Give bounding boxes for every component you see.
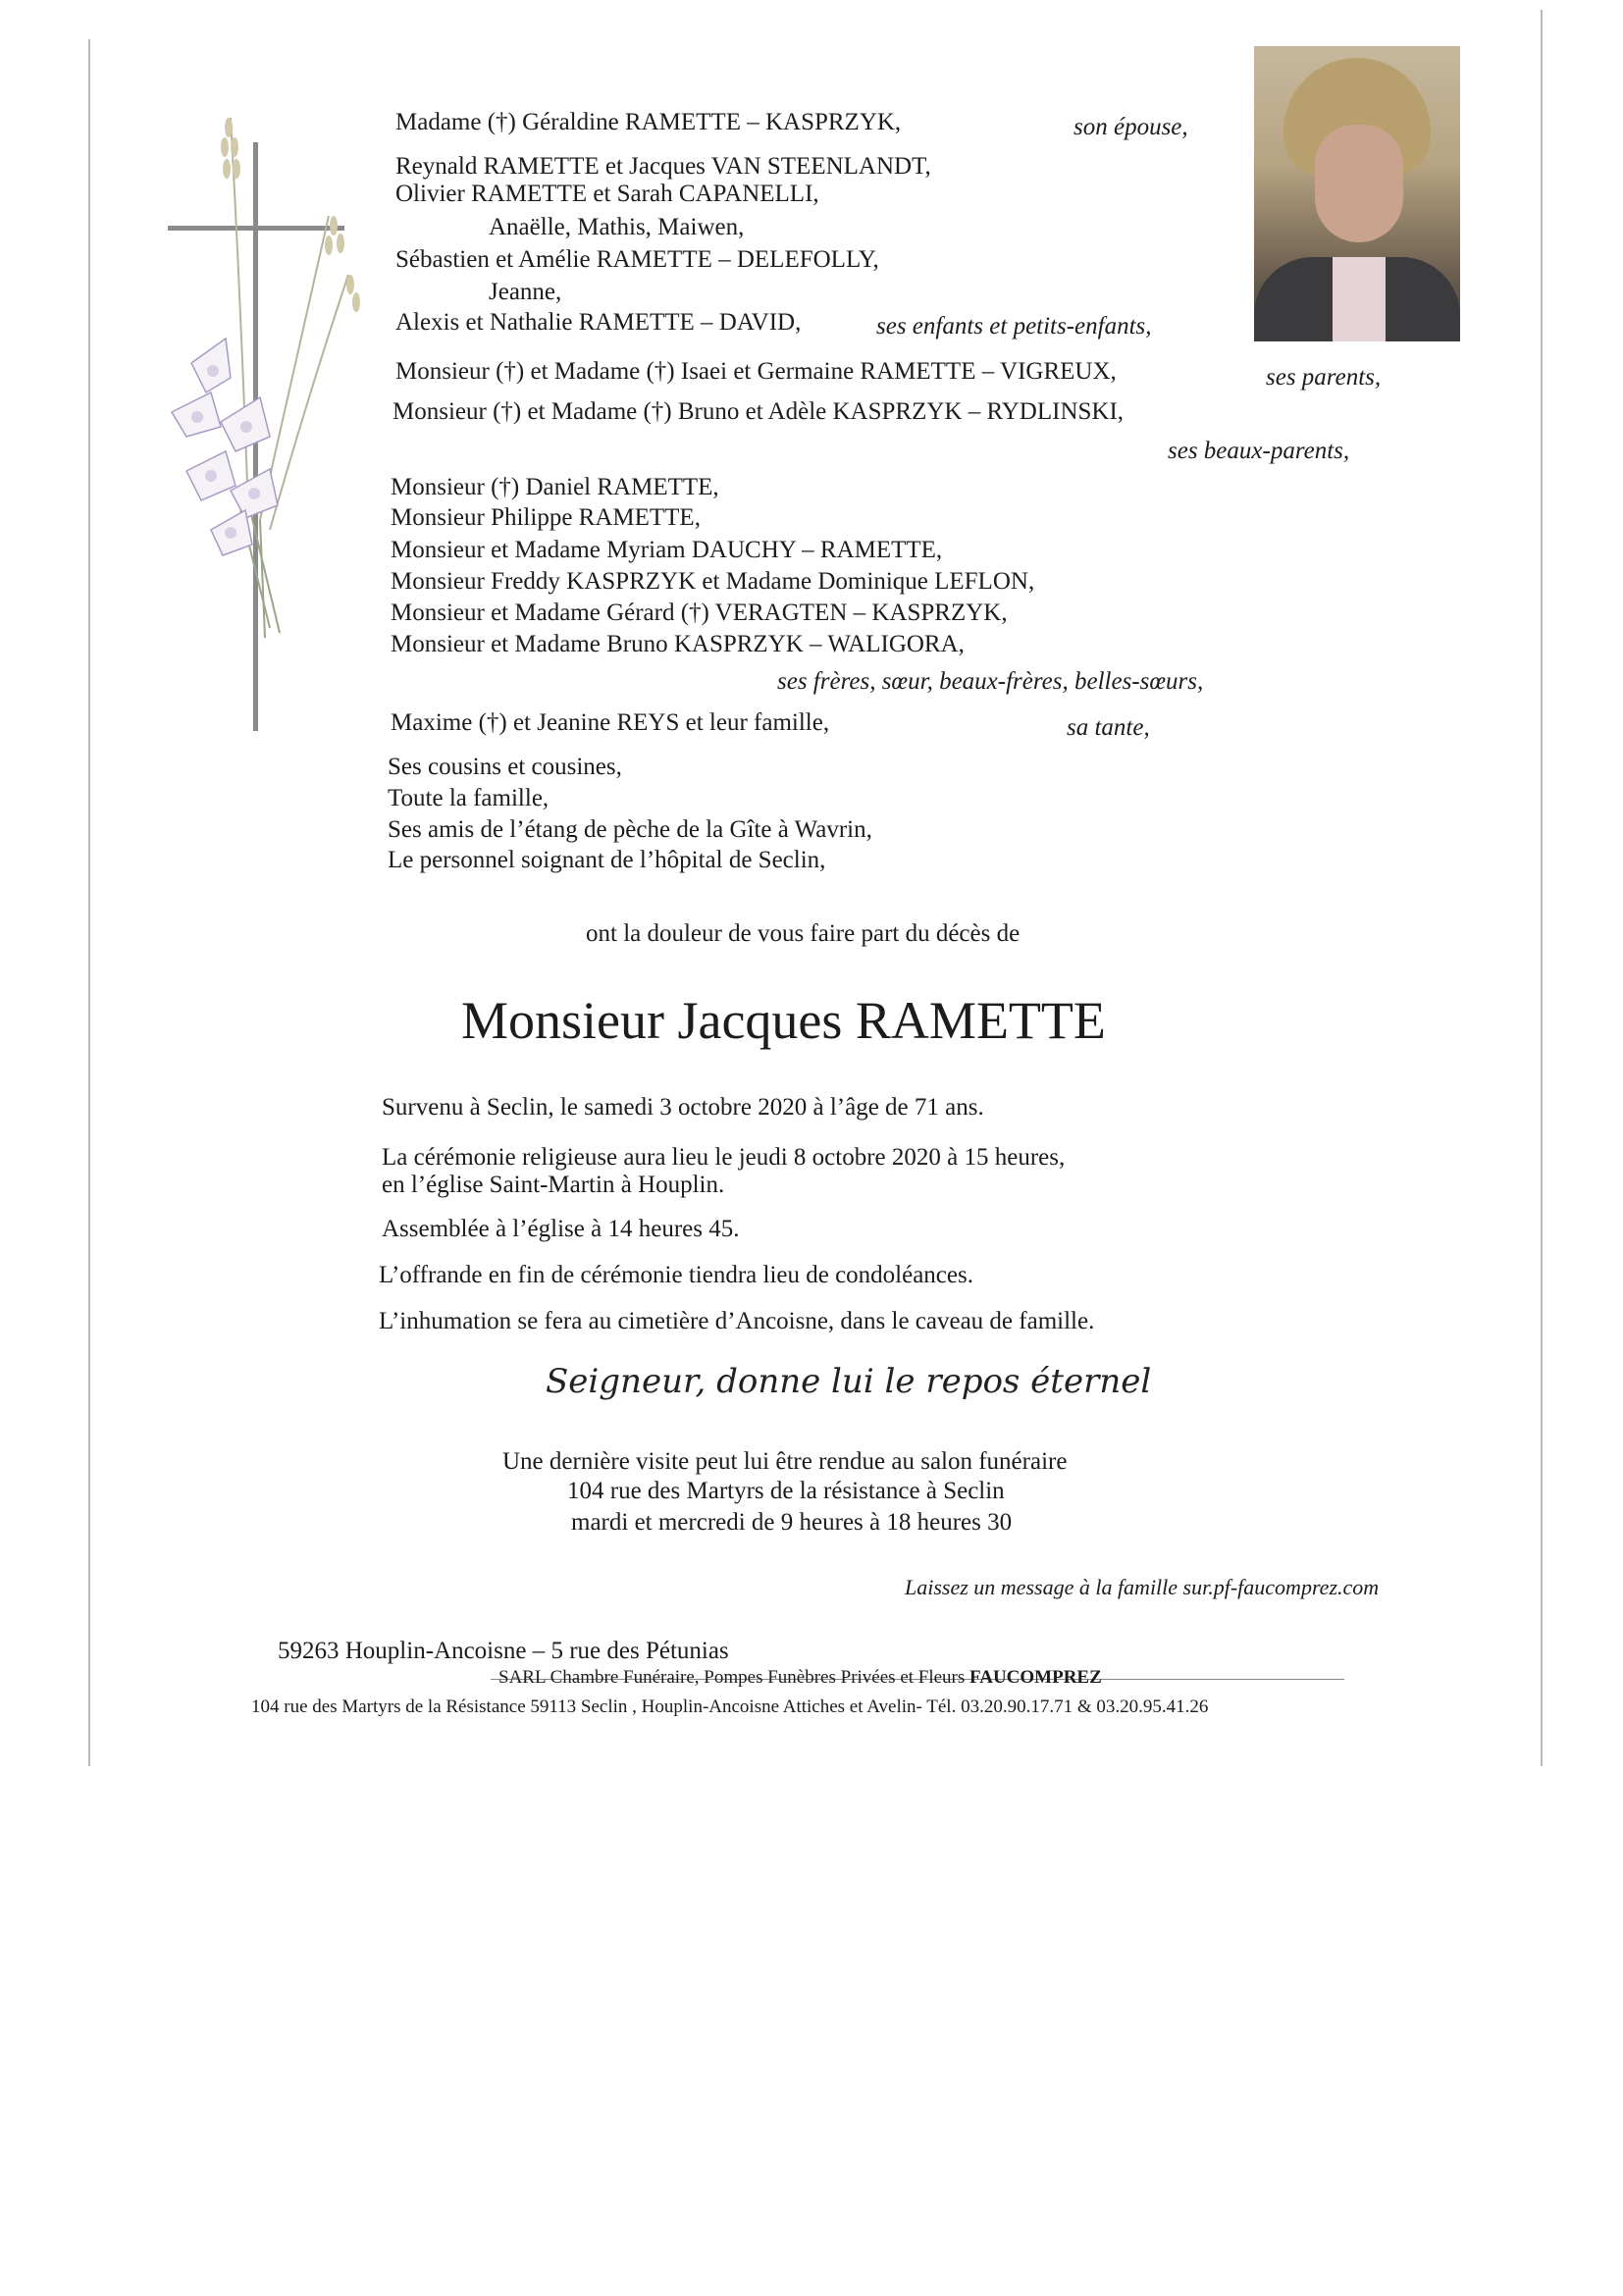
prayer-line: Seigneur, donne lui le repos éternel xyxy=(546,1362,1152,1401)
sibling-line: Monsieur Freddy KASPRZYK et Madame Dominique LEFLON, xyxy=(391,568,1035,595)
visit-line: Une dernière visite peut lui être rendue au salon funéraire xyxy=(502,1448,1068,1475)
sibling-line: Monsieur et Madame Bruno KASPRZYK – WALIGORA, xyxy=(391,631,965,657)
child-line: Alexis et Nathalie RAMETTE – DAVID, xyxy=(395,309,802,336)
company-line xyxy=(498,1666,1102,1690)
message-link[interactable]: Laissez un message à la famille sur.pf-faucomprez.com xyxy=(905,1575,1380,1599)
grandchildren-line: Anaëlle, Mathis, Maiwen, xyxy=(489,214,745,240)
others-line: Ses amis de l’étang de pèche de la Gîte à Wavrin, xyxy=(388,816,872,843)
sibling-line: Monsieur Philippe RAMETTE, xyxy=(391,504,701,531)
children-role: ses enfants et petits-enfants, xyxy=(876,313,1152,339)
company-prefix: SARL Chambre Funéraire, Pompes Funèbres Privées et Fleurs xyxy=(498,1667,970,1688)
family-address: 59263 Houplin-Ancoisne – 5 rue des Pétunias xyxy=(278,1638,729,1664)
portrait-photo xyxy=(1254,46,1460,341)
visit-line: 104 rue des Martyrs de la résistance à Seclin xyxy=(567,1478,1005,1504)
in-laws-role: ses beaux-parents, xyxy=(1168,438,1350,464)
spouse-name: Madame (†) Géraldine RAMETTE – KASPRZYK, xyxy=(395,109,902,135)
parents-name: Monsieur (†) et Madame (†) Isaei et Germaine RAMETTE – VIGREUX, xyxy=(395,358,1117,385)
sibling-line: Monsieur et Madame Gérard (†) VERAGTEN – KASPRZYK, xyxy=(391,600,1008,626)
parents-role: ses parents, xyxy=(1266,364,1382,391)
company-name: FAUCOMPREZ xyxy=(969,1667,1102,1688)
spouse-role: son épouse, xyxy=(1073,114,1188,140)
visit-line: mardi et mercredi de 9 heures à 18 heures 30 xyxy=(571,1509,1013,1536)
detail-line: L’offrande en fin de cérémonie tiendra lieu de condoléances. xyxy=(379,1262,973,1288)
company-address: 104 rue des Martyrs de la Résistance 59113 Seclin , Houplin-Ancoisne Attiches et Avelin- Tél. 03.20.90.17.71 & 03.20.95.41.26 xyxy=(251,1696,1209,1717)
detail-line: en l’église Saint-Martin à Houplin. xyxy=(382,1172,725,1198)
siblings-role: ses frères, sœur, beaux-frères, belles-sœurs, xyxy=(777,668,1204,695)
aunt-name: Maxime (†) et Jeanine REYS et leur famille, xyxy=(391,709,830,736)
page-right-edge xyxy=(1541,10,1543,1766)
child-line: Sébastien et Amélie RAMETTE – DELEFOLLY, xyxy=(395,246,879,273)
in-laws-name: Monsieur (†) et Madame (†) Bruno et Adèle KASPRZYK – RYDLINSKI, xyxy=(393,398,1125,425)
detail-line: La cérémonie religieuse aura lieu le jeudi 8 octobre 2020 à 15 heures, xyxy=(382,1144,1066,1171)
sibling-line: Monsieur (†) Daniel RAMETTE, xyxy=(391,474,719,500)
detail-line: Assemblée à l’église à 14 heures 45. xyxy=(382,1216,740,1242)
deceased-name: Monsieur Jacques RAMETTE xyxy=(461,991,1106,1050)
aunt-role: sa tante, xyxy=(1067,714,1150,741)
detail-line: Survenu à Seclin, le samedi 3 octobre 2020 à l’âge de 71 ans. xyxy=(382,1094,984,1121)
others-line: Toute la famille, xyxy=(388,785,550,811)
detail-line: L’inhumation se fera au cimetière d’Ancoisne, dans le caveau de famille. xyxy=(379,1308,1095,1334)
others-line: Le personnel soignant de l’hôpital de Seclin, xyxy=(388,847,826,873)
photo-shirt xyxy=(1333,257,1386,341)
others-line: Ses cousins et cousines, xyxy=(388,754,622,780)
cross-wheat-lilies-icon xyxy=(132,98,388,736)
sibling-line: Monsieur et Madame Myriam DAUCHY – RAMETTE, xyxy=(391,537,943,563)
page-left-edge xyxy=(88,39,90,1766)
grandchildren-line: Jeanne, xyxy=(489,279,562,305)
announcement-line: ont la douleur de vous faire part du décès de xyxy=(586,920,1021,947)
photo-face xyxy=(1315,125,1403,242)
child-line: Reynald RAMETTE et Jacques VAN STEENLANDT, xyxy=(395,153,931,180)
child-line: Olivier RAMETTE et Sarah CAPANELLI, xyxy=(395,181,819,207)
